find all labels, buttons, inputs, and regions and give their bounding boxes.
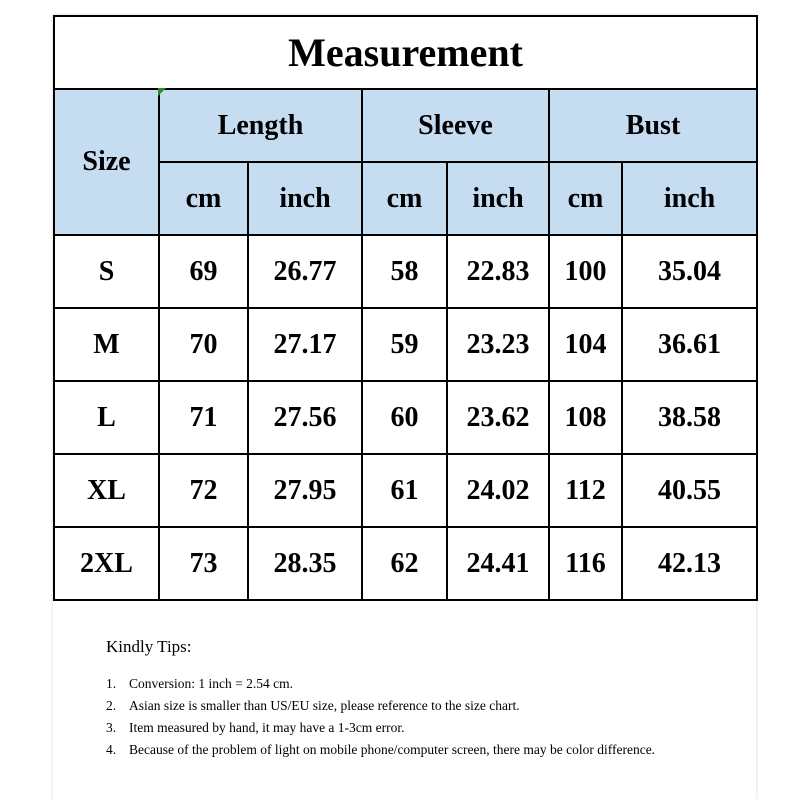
unit-header: inch — [447, 162, 549, 235]
size-cell: XL — [54, 454, 159, 527]
value-cell: 27.17 — [248, 308, 362, 381]
size-cell: S — [54, 235, 159, 308]
table-row — [54, 308, 757, 381]
value-cell: 27.95 — [248, 454, 362, 527]
value-cell: 112 — [549, 454, 622, 527]
table-row — [54, 381, 757, 454]
sleeve-header: Sleeve — [362, 89, 549, 162]
unit-header: cm — [549, 162, 622, 235]
value-cell: 27.56 — [248, 381, 362, 454]
unit-header: inch — [622, 162, 757, 235]
value-cell: 26.77 — [248, 235, 362, 308]
value-cell: 108 — [549, 381, 622, 454]
list-number: 1. — [106, 676, 117, 691]
value-cell: 100 — [549, 235, 622, 308]
list-number: 2. — [106, 698, 117, 713]
cell-comment-marker — [158, 88, 166, 96]
table-row — [54, 527, 757, 600]
unit-header-row — [54, 162, 757, 235]
size-cell: 2XL — [54, 527, 159, 600]
list-item — [106, 695, 746, 717]
bust-header: Bust — [549, 89, 757, 162]
value-cell: 38.58 — [622, 381, 757, 454]
list-item — [106, 673, 746, 695]
tips-title: Kindly Tips: — [106, 637, 192, 656]
list-item — [106, 739, 746, 761]
kindly-tips — [106, 637, 746, 761]
value-cell: 36.61 — [622, 308, 757, 381]
list-number: 3. — [106, 720, 117, 735]
value-cell: 22.83 — [447, 235, 549, 308]
table-row — [54, 235, 757, 308]
size-chart-table — [53, 15, 758, 601]
value-cell: 73 — [159, 527, 248, 600]
value-cell: 40.55 — [622, 454, 757, 527]
size-cell: M — [54, 308, 159, 381]
list-text: Conversion: 1 inch = 2.54 cm. — [129, 676, 293, 691]
title-row — [54, 16, 757, 89]
tips-list — [106, 673, 746, 761]
value-cell: 72 — [159, 454, 248, 527]
value-cell: 71 — [159, 381, 248, 454]
list-text: Asian size is smaller than US/EU size, please reference to the size chart. — [129, 698, 520, 713]
value-cell: 24.02 — [447, 454, 549, 527]
value-cell: 104 — [549, 308, 622, 381]
list-text: Because of the problem of light on mobile phone/computer screen, there may be color difference. — [129, 742, 656, 757]
value-cell: 42.13 — [622, 527, 757, 600]
value-cell: 28.35 — [248, 527, 362, 600]
unit-header: inch — [248, 162, 362, 235]
unit-header: cm — [362, 162, 447, 235]
unit-header: cm — [159, 162, 248, 235]
list-text: Item measured by hand, it may have a 1-3cm error. — [129, 720, 405, 735]
value-cell: 23.23 — [447, 308, 549, 381]
value-cell: 59 — [362, 308, 447, 381]
list-number: 4. — [106, 742, 117, 757]
value-cell: 69 — [159, 235, 248, 308]
value-cell: 61 — [362, 454, 447, 527]
length-header: Length — [159, 89, 362, 162]
size-header: Size — [54, 89, 159, 235]
table-row — [54, 454, 757, 527]
value-cell: 23.62 — [447, 381, 549, 454]
value-cell: 62 — [362, 527, 447, 600]
value-cell: 116 — [549, 527, 622, 600]
list-item — [106, 717, 746, 739]
value-cell: 35.04 — [622, 235, 757, 308]
size-cell: L — [54, 381, 159, 454]
group-header-row — [54, 89, 757, 162]
value-cell: 60 — [362, 381, 447, 454]
value-cell: 70 — [159, 308, 248, 381]
value-cell: 58 — [362, 235, 447, 308]
value-cell: 24.41 — [447, 527, 549, 600]
table-title: Measurement — [54, 16, 757, 89]
